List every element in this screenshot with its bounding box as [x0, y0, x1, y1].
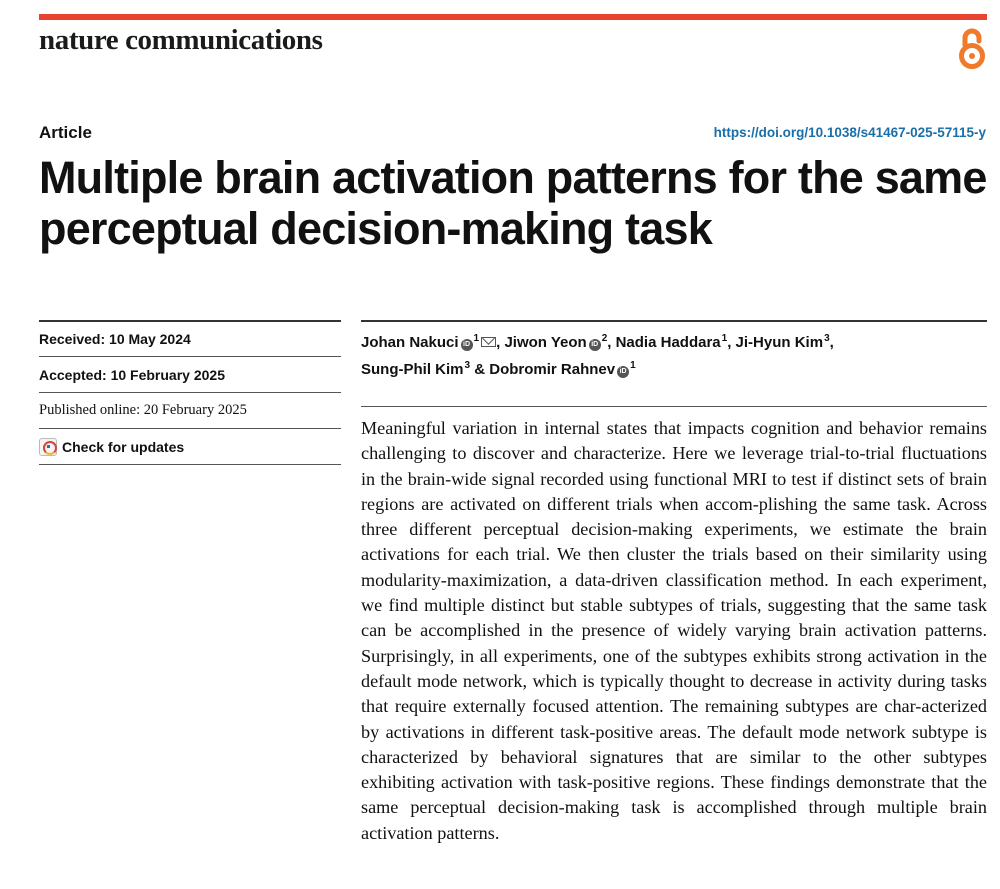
orcid-icon[interactable]: iD: [589, 339, 601, 351]
article-type: Article: [39, 123, 92, 142]
article-title: Multiple brain activation patterns for the same perceptual decision-making task: [39, 152, 987, 254]
journal-name[interactable]: nature communications: [39, 24, 323, 56]
author-sung-phil-kim[interactable]: Sung-Phil Kim$^3$: [361, 360, 471, 378]
author-list: Johan Nakuci iD$^1$ , Jiwon Yeon iD$^2$, Nadia Haddara$^1$, Ji-Hyun Kim$^3$, Sung-Phil Kim$^3$ & Dobromir Rahnev iD$^1$: [361, 333, 834, 378]
author-nadia-haddara[interactable]: Nadia Haddara$^1$: [615, 333, 728, 351]
orcid-icon[interactable]: iD: [461, 339, 473, 351]
author-dobromir-rahnev[interactable]: Dobromir Rahnev iD$^1$: [489, 360, 636, 378]
published-date: Published online: 20 February 2025: [39, 392, 341, 428]
email-icon[interactable]: [481, 337, 496, 347]
author-ji-hyun-kim[interactable]: Ji-Hyun Kim$^3$: [735, 333, 830, 351]
authors-divider: [361, 320, 987, 322]
metadata-divider: [39, 464, 341, 465]
author-johan-nakuci[interactable]: Johan Nakuci iD$^1$: [361, 334, 496, 351]
check-updates-icon: [39, 438, 57, 456]
abstract-text: Meaningful variation in internal states that impacts cognition and behavior remains challenging to discover and characterize. Here we leverage trial-to-trial fluctuations in the brain-wide signal recorded using functional MRI to test if distinct sets of brain regions are activated on different trials when accom-plishing the same task. Across three different perceptual decision-making experiments, we estimate the brain activations for each trial. We then cluster the trials based on their similarity using modularity-maximization, a data-driven classification method. In each experiment, we find multiple distinct but stable subtypes of trials, suggesting that the same task can be accomplished in the presence of widely varying brain activation patterns. Surprisingly, in all experiments, one of the subtypes exhibits strong activation in the default mode network, which is typically thought to decrease in activity during tasks that require externally focused attention. The remaining subtypes are char-acterized by activations in different task-positive areas. The default mode network subtype is characterized by behavioral signatures that are similar to the other subtypes exhibiting activation with task-positive regions. These findings demonstrate that the same perceptual decision-making task is accomplished through multiple brain activation patterns.: [361, 418, 987, 843]
received-date: Received: 10 May 2024: [39, 320, 341, 356]
doi-link[interactable]: https://doi.org/10.1038/s41467-025-57115-y: [713, 125, 986, 140]
author-jiwon-yeon[interactable]: Jiwon Yeon iD$^2$: [504, 333, 608, 351]
abstract-divider: [361, 406, 987, 407]
journal-accent-bar: [39, 14, 987, 20]
open-access-icon[interactable]: [955, 27, 989, 71]
accepted-date: Accepted: 10 February 2025: [39, 356, 341, 392]
article-metadata: [39, 320, 341, 465]
check-for-updates-button[interactable]: [39, 428, 341, 464]
orcid-icon[interactable]: iD: [617, 366, 629, 378]
check-updates-label: Check for updates: [62, 438, 185, 455]
